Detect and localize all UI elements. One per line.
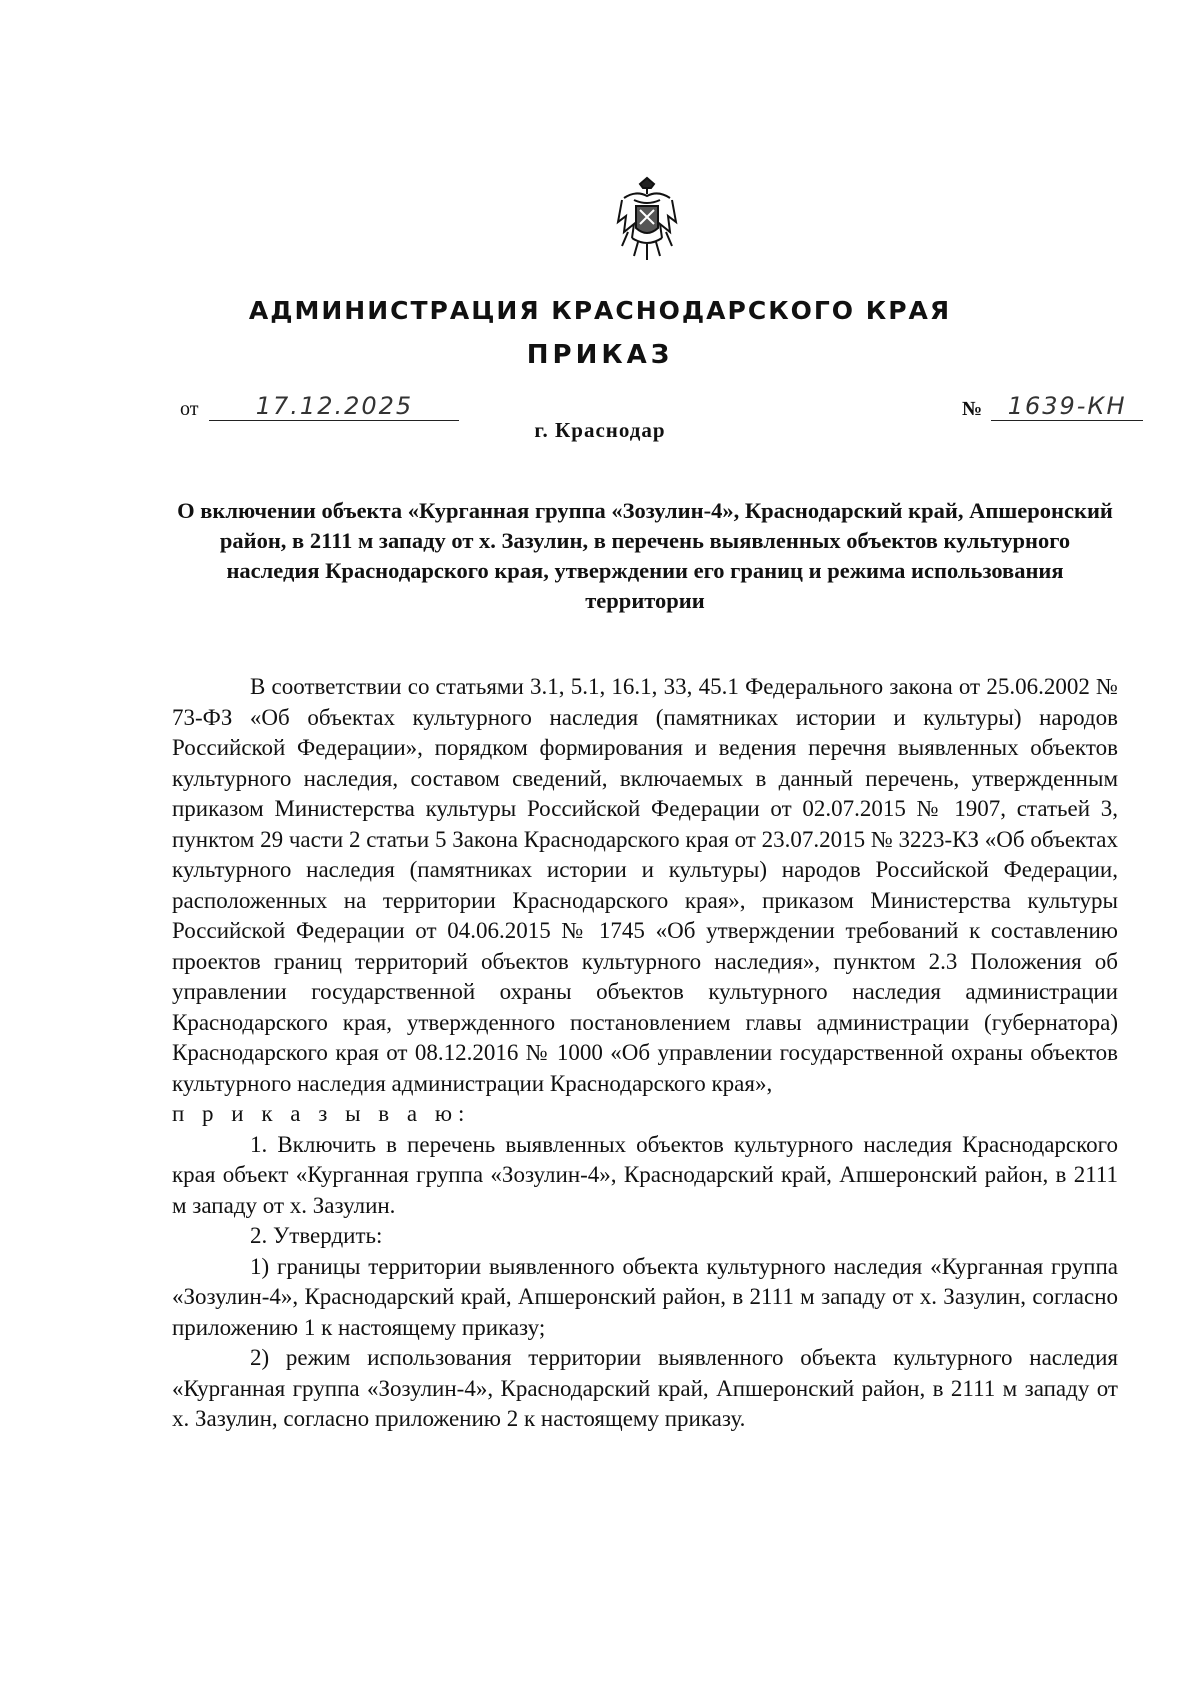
- item-2-1: 1) границы территории выявленного объекта культурного наследия «Курганная группа «Зозулин-4», Краснодарский край, Апшеронский район, в 2111 м западу от х. Зазулин, согласно приложению 1 к настоящему приказу;: [172, 1253, 1118, 1340]
- document-type: ПРИКАЗ: [526, 340, 674, 370]
- coat-of-arms-icon: [616, 176, 678, 262]
- preamble-paragraph: В соответствии со статьями 3.1, 5.1, 16.1, 33, 45.1 Федерального закона от 25.06.2002 № 73-ФЗ «Об объектах культурного наследия (памятниках истории и культуры) народов Российской Федерации», порядком формирования и ведения перечня выявленных объектов культурного наследия, составом сведений, включаемых в данный перечень, утвержденным приказом Министерства культуры Российской Федерации от 02.07.2015 № 1907, статьей 3, пунктом 29 части 2 статьи 5 Закона Краснодарского края от 23.07.2015 № 3223-КЗ «Об объектах культурного наследия (памятниках истории и культуры) народов Российской Федерации, расположенных на территории Краснодарского края», приказом Министерства культуры Российской Федерации от 04.06.2015 № 1745 «Об утверждении требований к составлению проектов границ территорий объектов культурного наследия», пунктом 2.3 Положения об управлении государственной охраны объектов культурного наследия администрации Краснодарского края, утвержденного постановлением главы администрации (губернатора) Краснодарского края от 08.12.2016 № 1000 «Об управлении государственной охраны объектов культурного наследия администрации Краснодарского края»,: [172, 674, 1118, 1096]
- number-handwritten: 1639-КН: [991, 392, 1143, 421]
- item-2: 2. Утвердить:: [250, 1223, 383, 1248]
- date-prefix: от: [180, 398, 199, 420]
- item-1: 1. Включить в перечень выявленных объектов культурного наследия Краснодарского края объект «Курганная группа «Зозулин-4», Краснодарский край, Апшеронский район, в 2111 м западу от х. Зазулин.: [172, 1131, 1118, 1218]
- order-word: п р и к а з ы в а ю:: [172, 1101, 471, 1126]
- city: г. Краснодар: [534, 418, 666, 442]
- organization-title: АДМИНИСТРАЦИЯ КРАСНОДАРСКОГО КРАЯ: [248, 296, 952, 325]
- item-2-2: 2) режим использования территории выявленного объекта культурного наследия «Курганная группа «Зозулин-4», Краснодарский край, Апшеронский район, в 2111 м западу от х. Зазулин, согласно приложению 2 к настоящему приказу.: [172, 1345, 1118, 1431]
- number-field: [962, 392, 1143, 421]
- document-subject: О включении объекта «Курганная группа «Зозулин-4», Краснодарский край, Апшеронский район, в 2111 м западу от х. Зазулин, в перечень выявленных объектов культурного наследия Краснодарского края, утверждении его границ и режима использования территории: [177, 498, 1113, 613]
- date-handwritten: 17.12.2025: [209, 392, 459, 421]
- date-field: [180, 392, 459, 421]
- number-prefix: №: [962, 398, 983, 420]
- document-body: [172, 672, 1118, 1435]
